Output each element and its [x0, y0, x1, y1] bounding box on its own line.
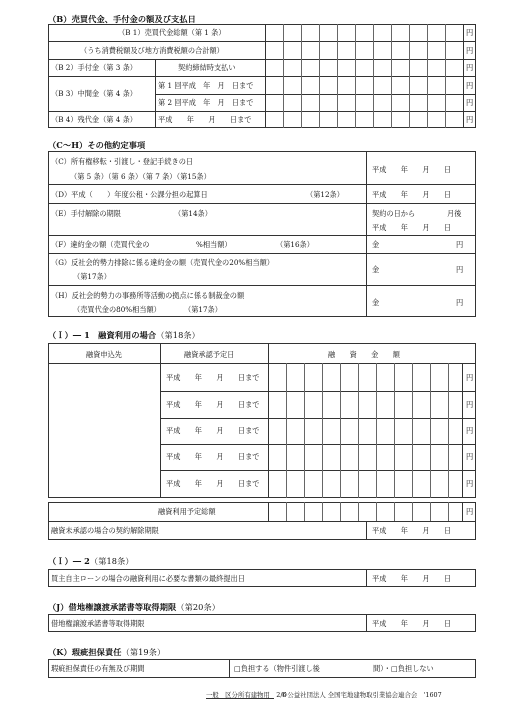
b3-date-2: 第 2 回平成 年 月 日まで — [158, 98, 254, 107]
h-article: （第17条） — [184, 305, 222, 314]
yen-unit: 円 — [466, 426, 474, 435]
e-date: 平成 年 月 日 — [372, 223, 452, 232]
g-gold: 金 — [372, 265, 380, 274]
loan-deadline-date: 平成 年 月 日 — [372, 526, 452, 535]
e-months-after: 月後 — [447, 209, 462, 218]
yen-unit: 円 — [456, 298, 464, 307]
yen-unit: 円 — [466, 63, 474, 72]
h-label: （H）反社会的勢力の事務所等活動の拠点に係る制裁金の額 — [51, 291, 245, 300]
g-label: （G）反社会的勢力排除に係る違約金の額（売買代金の20%相当額） — [51, 258, 274, 267]
b4-date: 平成 年 月 日まで — [158, 115, 252, 124]
footer-right: ©公益社団法人 全国宅地建物取引業協会連合会 '1607 — [281, 691, 442, 699]
f-article: （第16条） — [276, 240, 314, 249]
section-i1-title: （Ｉ）― 1 融資利用の場合（第18条） — [48, 330, 200, 340]
col-approval-date: 融資承認予定日 — [184, 350, 235, 359]
yen-unit: 円 — [466, 452, 474, 461]
d-date: 平成 年 月 日 — [372, 190, 452, 199]
g-article: （第17条） — [73, 272, 111, 281]
yen-unit: 円 — [466, 507, 474, 516]
c-label: （C）所有権移転・引渡し・登記手続きの日 — [51, 157, 194, 166]
d-article: （第12条） — [306, 190, 344, 199]
section-k-title: （K）瑕疵担保責任（第19条） — [48, 647, 166, 657]
yen-unit: 円 — [466, 28, 474, 37]
b3-date-1: 第 1 回平成 年 月 日まで — [158, 81, 254, 90]
d-label: （D）平成（ ）年度公租・公課分担の起算日 — [51, 190, 208, 199]
c-articles: （第 5 条）（第 6 条）（第 7 条）（第15条） — [70, 172, 211, 181]
b1-tax-label: （うち消費税額及び地方消費税額の合計額） — [80, 46, 224, 55]
i2-label: 買主自主ローンの場合の融資利用に必要な書類の最終提出日 — [51, 574, 245, 583]
b2-label: （B 2）手付金（第 3 条） — [51, 63, 137, 72]
loan-row-date: 平成 年 月 日まで — [166, 426, 260, 435]
k-option-bear[interactable]: □負担する（物件引渡し後 — [234, 664, 320, 673]
loan-row-date: 平成 年 月 日まで — [166, 400, 260, 409]
b4-label: （B 4）残代金（第 4 条） — [51, 115, 137, 124]
loan-row-date: 平成 年 月 日まで — [166, 373, 260, 382]
i2-date: 平成 年 月 日 — [372, 574, 452, 583]
yen-unit: 円 — [466, 115, 474, 124]
c-date: 平成 年 月 日 — [372, 165, 452, 174]
section-i2-title: （Ｉ）― 2（第18条） — [48, 556, 134, 566]
b2-date: 契約締結時支払い — [178, 63, 236, 72]
yen-unit: 円 — [466, 98, 474, 107]
col-lender: 融資申込先 — [86, 350, 122, 359]
yen-unit: 円 — [456, 265, 464, 274]
section-b-title: （B）売買代金、手付金の額及び支払日 — [48, 14, 196, 24]
f-gold: 金 — [372, 240, 380, 249]
yen-unit: 円 — [466, 479, 474, 488]
h-gold: 金 — [372, 298, 380, 307]
e-article: （第14条） — [174, 209, 212, 218]
yen-unit: 円 — [466, 81, 474, 90]
section-ch-title: （C～H）その他約定事項 — [48, 140, 146, 150]
col-loan-amount: 融 資 金 額 — [328, 350, 400, 359]
yen-unit: 円 — [466, 400, 474, 409]
yen-unit: 円 — [466, 46, 474, 55]
b1-label: （B 1）売買代金総額（第 1 条） — [118, 28, 226, 37]
e-label: （E）手付解除の期限 — [51, 209, 121, 218]
j-label: 借地権譲渡承諾書等取得期限 — [51, 619, 145, 628]
yen-unit: 円 — [466, 373, 474, 382]
loan-total-label: 融資利用予定総額 — [158, 507, 216, 516]
f-percent: %相当額） — [196, 240, 232, 249]
k-label: 瑕疵担保責任の有無及び期間 — [51, 664, 145, 673]
loan-deadline-label: 融資未承認の場合の契約解除期限 — [51, 526, 159, 535]
yen-unit: 円 — [456, 240, 464, 249]
loan-row-date: 平成 年 月 日まで — [166, 452, 260, 461]
b3-label: （B 3）中間金（第 4 条） — [51, 89, 137, 98]
section-j-title: （J）借地権譲渡承諾書等取得期限（第20条） — [48, 602, 221, 612]
footer-left: 一般 区分所有建物用 2/6 — [206, 691, 287, 699]
h-percent: （売買代金の80%相当額） — [73, 305, 161, 314]
j-date: 平成 年 月 日 — [372, 619, 452, 628]
k-option-not-bear[interactable]: 間）・□負担しない — [373, 664, 434, 673]
f-label: （F）違約金の額（売買代金の — [51, 240, 150, 249]
loan-row-date: 平成 年 月 日まで — [166, 479, 260, 488]
e-contract-day: 契約の日から — [372, 209, 416, 218]
